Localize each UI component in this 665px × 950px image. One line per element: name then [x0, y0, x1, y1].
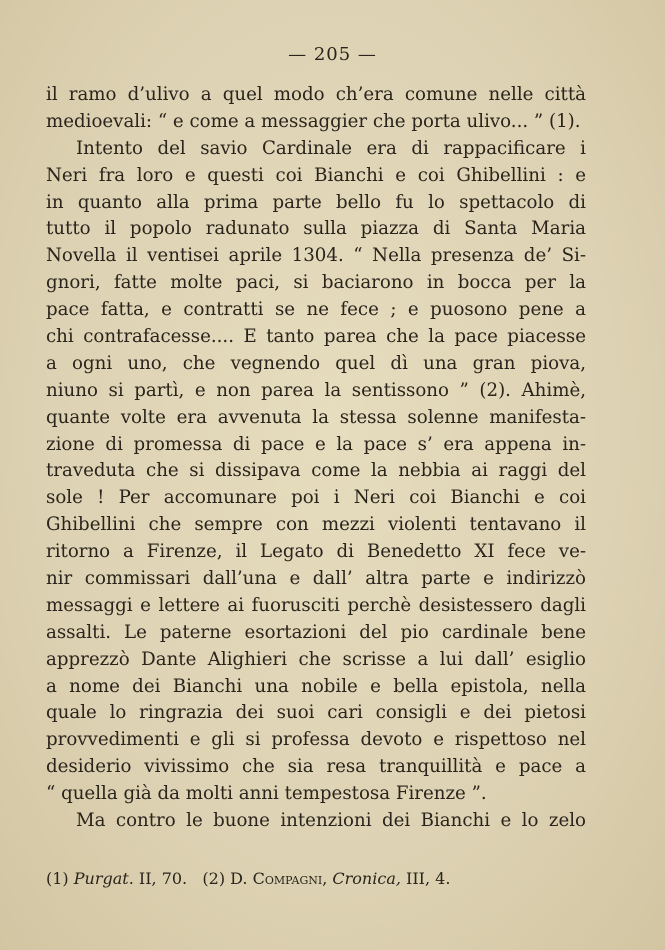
text-line: pace fatta, e contratti se ne fece ; e puosono pene a: [46, 299, 586, 321]
text-line: Ghibellini che sempre con mezzi violenti tentavano il: [46, 514, 586, 536]
text-line: il ramo d’ulivo a quel modo ch’era comune nelle città: [46, 84, 586, 105]
footnote-2: [202, 869, 450, 888]
text-line: medioevali: “ e come a messaggier che porta ulivo... ” (1).: [46, 110, 581, 132]
text-line: gnori, fatte molte paci, si baciarono in bocca per la: [46, 272, 586, 294]
text-line: Novella il ventisei aprile 1304. “ Nella presenza de’ Si-: [46, 245, 586, 267]
text-line: in quanto alla prima parte bello fu lo spettacolo di: [46, 191, 586, 213]
text-line: provvedimenti e gli si professa devoto e rispettoso nel: [46, 729, 586, 751]
text-line: a nome dei Bianchi una nobile e bella epistola, nella: [46, 675, 586, 697]
text-line: Intento del savio Cardinale era di rappacificare i: [76, 137, 586, 159]
footnotes: [46, 868, 586, 890]
text-line: niuno si partì, e non parea la sentissono ” (2). Ahimè,: [46, 379, 586, 401]
text-line: quale lo ringrazia dei suoi cari consigli e dei pietosi: [46, 702, 586, 724]
footnote-source: Cronica,: [332, 869, 401, 888]
text-line: nir commissari dall’una e dall’ altra parte e indirizzò: [46, 568, 586, 590]
text-line: assalti. Le paterne esortazioni del pio cardinale bene: [46, 621, 586, 643]
text-line: Neri fra loro e questi coi Bianchi e coi Ghibellini : e: [46, 164, 586, 186]
footnote-author-initial: D.: [230, 869, 248, 888]
text-line: zione di promessa di pace e la pace s’ era appena in-: [46, 433, 586, 455]
text-line: Ma contro le buone intenzioni dei Bianchi e lo zelo: [76, 810, 586, 832]
footnote-location: III, 4.: [406, 869, 451, 888]
text-line: quante volte era avvenuta la stessa solenne manifesta-: [46, 406, 586, 428]
footnote-source: Purgat.: [73, 869, 134, 888]
footnote-marker: (1): [46, 869, 69, 888]
text-line: apprezzò Dante Alighieri che scrisse a lui dall’ esiglio: [46, 648, 586, 670]
text-line: “ quella già da molti anni tempestosa Firenze ”.: [46, 783, 487, 805]
text-line: desiderio vivissimo che sia resa tranquillità e pace a: [46, 756, 586, 778]
footnote-marker: (2): [202, 869, 226, 888]
footnote-1: [46, 869, 192, 888]
text-line: messaggi e lettere ai fuorusciti perchè desistessero dagli: [46, 594, 586, 616]
text-line: ritorno a Firenze, il Legato di Benedetto XI fece ve-: [46, 541, 586, 563]
text-line: a ogni uno, che vegnendo quel dì una gran piova,: [46, 352, 586, 374]
footnote-author: Compagni,: [252, 869, 328, 888]
text-line: sole ! Per accomunare poi i Neri coi Bianchi e coi: [46, 487, 586, 509]
text-line: chi contrafacesse.... E tanto parea che la pace piacesse: [46, 326, 586, 348]
page-number: — 205 —: [288, 44, 377, 65]
body-text: [46, 82, 586, 835]
footnote-location: II, 70.: [138, 869, 188, 888]
text-line: tutto il popolo radunato sulla piazza di Santa Maria: [46, 218, 586, 240]
text-line: traveduta che si dissipava come la nebbia ai raggi del: [46, 460, 586, 482]
